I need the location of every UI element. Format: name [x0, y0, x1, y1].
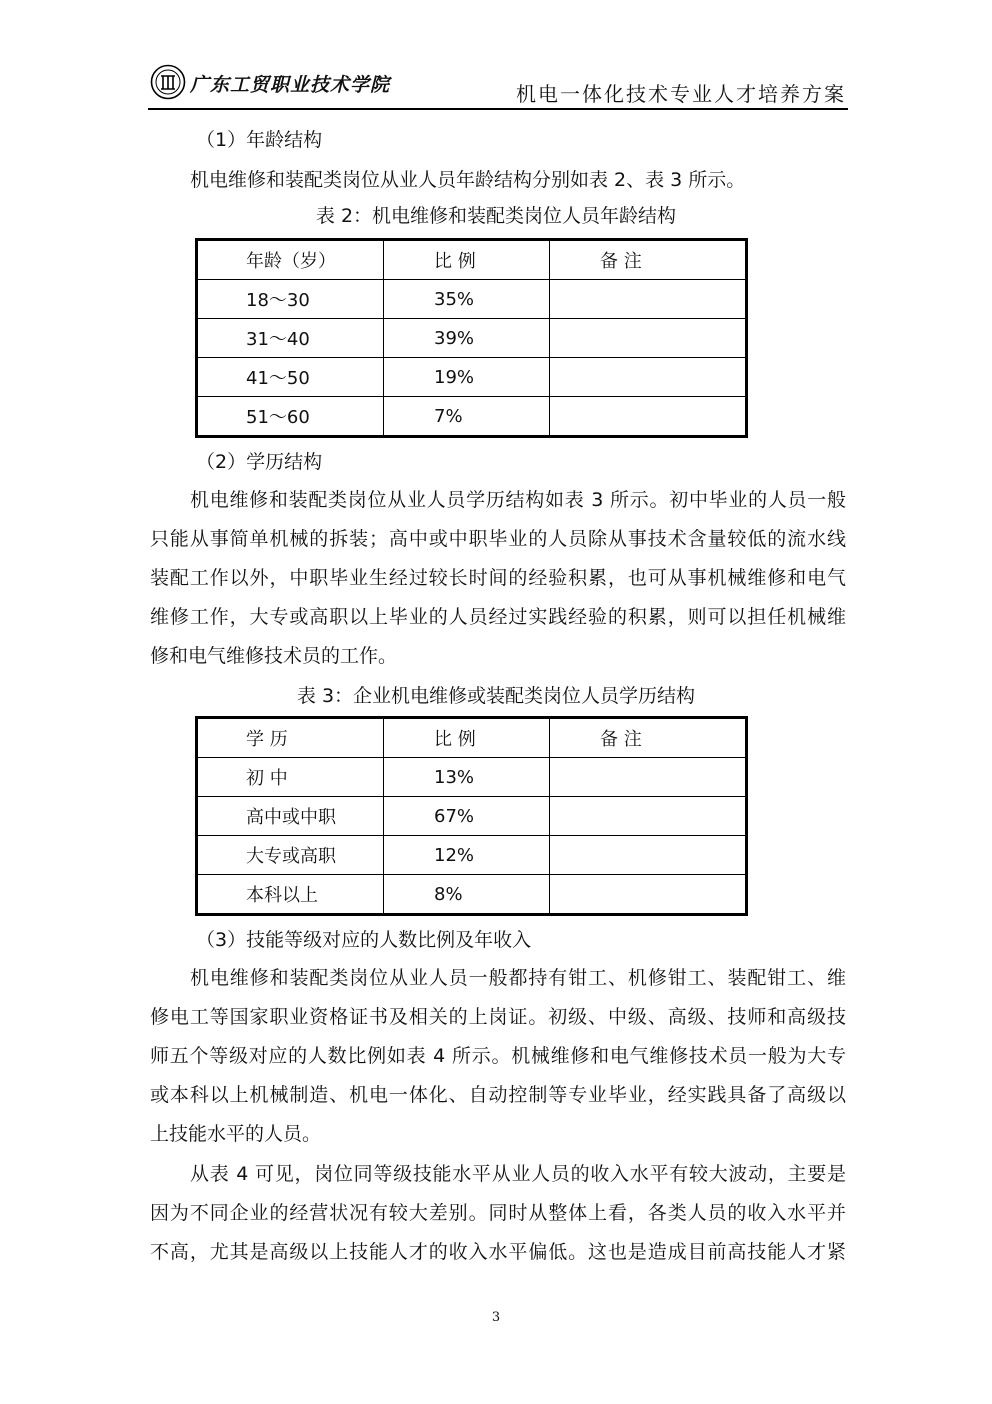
table-header-cell: 年龄（岁） — [197, 240, 384, 280]
table-row — [197, 875, 747, 915]
education-structure-table — [195, 716, 748, 916]
paragraph-line: 维修工作，大专或高职以上毕业的人员经过实践经验的积累，则可以担任机械维 — [150, 606, 846, 628]
table-header-cell: 学 历 — [197, 718, 384, 758]
paragraph-line: 不高，尤其是高级以上技能人才的收入水平偏低。这也是造成目前高技能人才紧 — [150, 1241, 846, 1263]
paragraph-line: 从表 4 可见，岗位同等级技能水平从业人员的收入水平有较大波动，主要是 — [190, 1163, 846, 1185]
section-heading-age: （1）年龄结构 — [196, 129, 323, 151]
page-number: 3 — [491, 1310, 501, 1325]
paragraph-line: 修和电气维修技术员的工作。 — [150, 645, 398, 667]
paragraph-line: 或本科以上机械制造、机电一体化、自动控制等专业毕业，经实践具备了高级以 — [150, 1084, 846, 1106]
table-header-cell: 比 例 — [384, 718, 550, 758]
table-cell — [550, 797, 747, 836]
school-name: 广东工贸职业技术学院 — [190, 74, 391, 96]
table-header-cell: 备 注 — [550, 240, 747, 280]
table-cell: 41～50 — [197, 358, 384, 397]
paragraph-line: 上技能水平的人员。 — [150, 1123, 322, 1145]
table-cell: 18～30 — [197, 280, 384, 319]
table-row — [197, 836, 747, 875]
table-header-row — [197, 718, 747, 758]
table-cell: 35% — [384, 280, 550, 319]
table-cell — [550, 280, 747, 319]
table2-caption: 表 2：机电维修和装配类岗位人员年龄结构 — [315, 205, 677, 227]
table-header-row — [197, 240, 747, 280]
paragraph-line: 机电维修和装配类岗位从业人员一般都持有钳工、机修钳工、装配钳工、维 — [190, 967, 846, 989]
table3-caption: 表 3：企业机电维修或装配类岗位人员学历结构 — [296, 685, 696, 707]
table-cell: 19% — [384, 358, 550, 397]
table-cell — [550, 397, 747, 437]
table-cell — [550, 875, 747, 915]
table-cell — [550, 758, 747, 797]
table-cell: 初 中 — [197, 758, 384, 797]
table-cell: 39% — [384, 319, 550, 358]
table-cell: 大专或高职 — [197, 836, 384, 875]
age-structure-table — [195, 238, 748, 438]
paragraph-line: 装配工作以外，中职毕业生经过较长时间的经验积累，也可从事机械维修和电气 — [150, 567, 846, 589]
school-logo-icon — [150, 64, 186, 100]
table-cell — [550, 319, 747, 358]
paragraph-line: 师五个等级对应的人数比例如表 4 所示。机械维修和电气维修技术员一般为大专 — [150, 1045, 846, 1067]
table-cell: 67% — [384, 797, 550, 836]
table-cell: 13% — [384, 758, 550, 797]
table-cell: 高中或中职 — [197, 797, 384, 836]
section-heading-skill-level: （3）技能等级对应的人数比例及年收入 — [196, 929, 532, 951]
table-cell: 8% — [384, 875, 550, 915]
table-cell: 51～60 — [197, 397, 384, 437]
table-row — [197, 280, 747, 319]
paragraph-line: 机电维修和装配类岗位从业人员学历结构如表 3 所示。初中毕业的人员一般 — [190, 489, 846, 511]
table-row — [197, 797, 747, 836]
page-header — [148, 58, 848, 110]
paragraph-line: 只能从事简单机械的拆装；高中或中职毕业的人员除从事技术含量较低的流水线 — [150, 528, 846, 550]
table-cell — [550, 836, 747, 875]
table-row — [197, 358, 747, 397]
paragraph-line: 修电工等国家职业资格证书及相关的上岗证。初级、中级、高级、技师和高级技 — [150, 1006, 846, 1028]
table-cell: 12% — [384, 836, 550, 875]
table-row — [197, 319, 747, 358]
table-cell: 7% — [384, 397, 550, 437]
paragraph-line: 因为不同企业的经营状况有较大差别。同时从整体上看，各类人员的收入水平并 — [150, 1202, 846, 1224]
table-cell — [550, 358, 747, 397]
table-cell: 本科以上 — [197, 875, 384, 915]
table-cell: 31～40 — [197, 319, 384, 358]
age-intro-text: 机电维修和装配类岗位从业人员年龄结构分别如表 2、表 3 所示。 — [190, 169, 746, 191]
table-header-cell: 比 例 — [384, 240, 550, 280]
document-title: 机电一体化技术专业人才培养方案 — [516, 82, 846, 106]
table-row — [197, 397, 747, 437]
table-row — [197, 758, 747, 797]
table-header-cell: 备 注 — [550, 718, 747, 758]
section-heading-education: （2）学历结构 — [196, 451, 323, 473]
